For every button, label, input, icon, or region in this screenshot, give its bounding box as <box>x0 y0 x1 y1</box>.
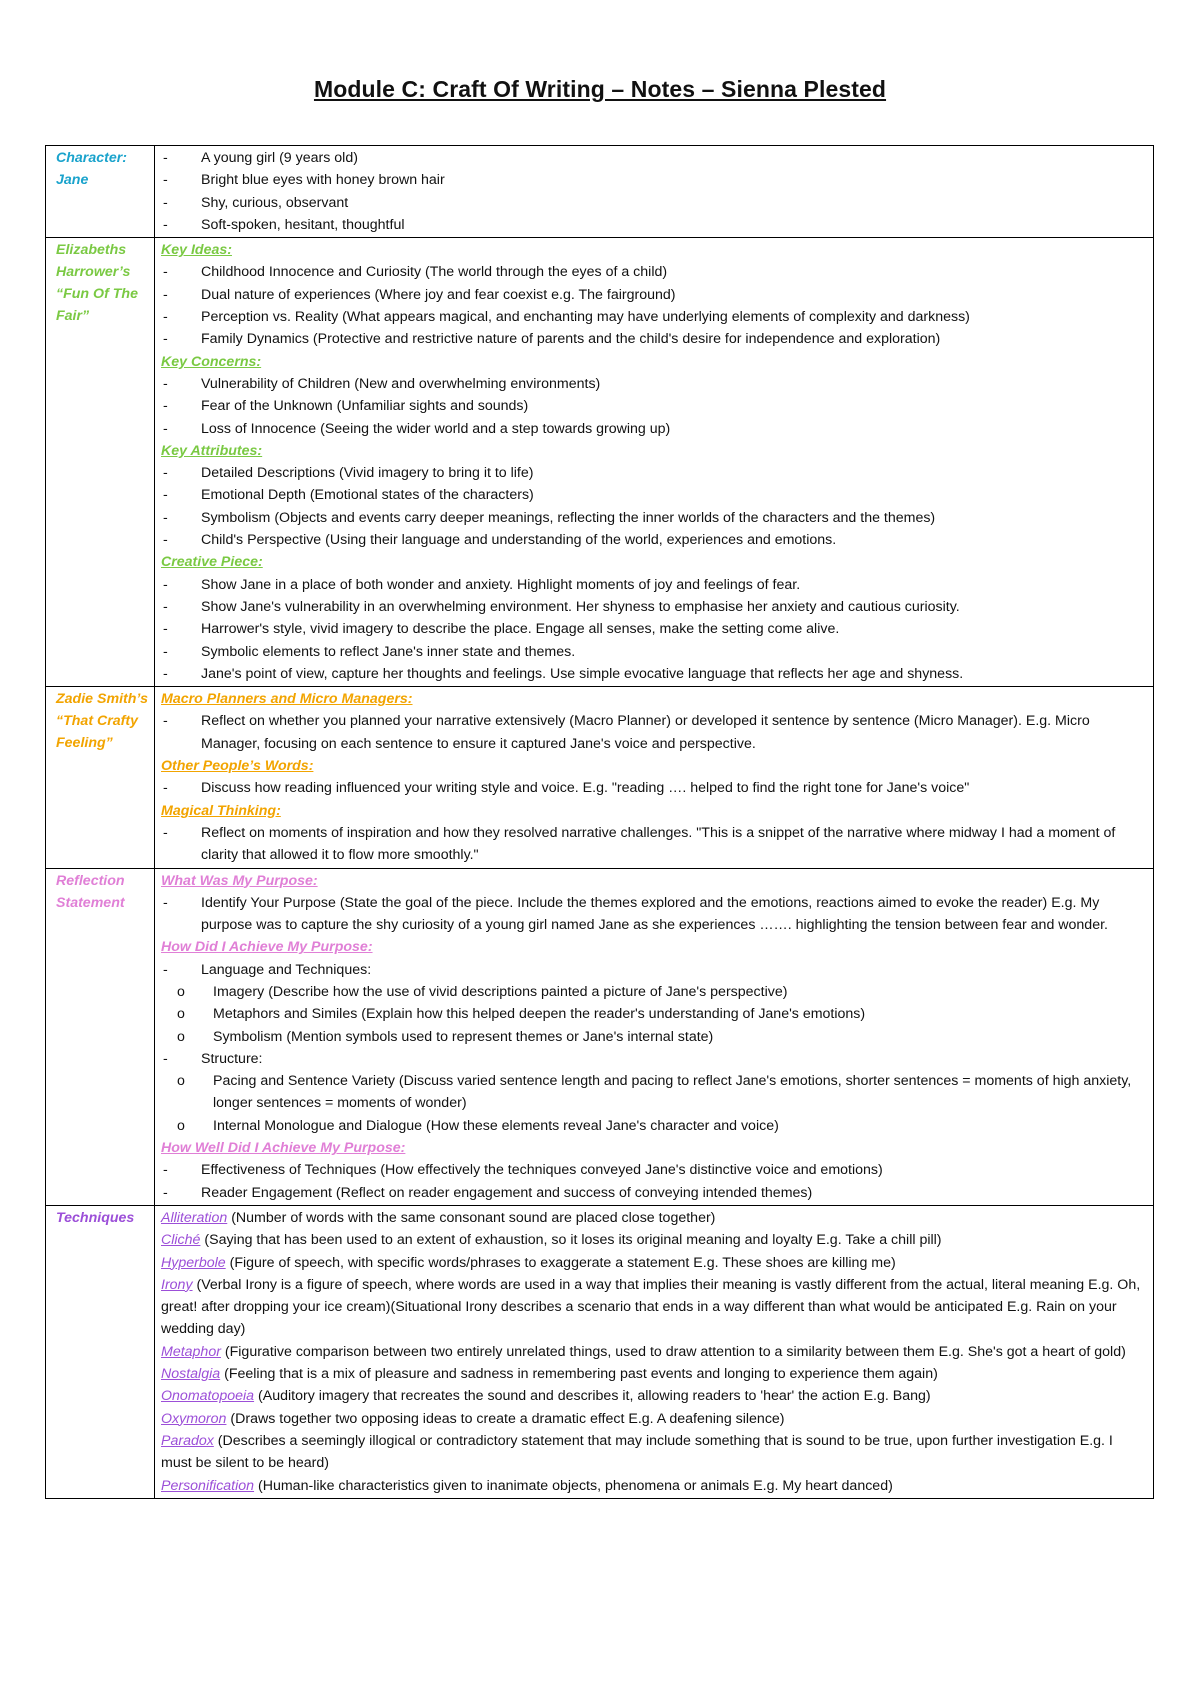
list-item: o Imagery (Describe how the use of vivid descriptions painted a picture of Jane's perspective) <box>177 983 788 1000</box>
section-heading-other-words: Other People’s Words: <box>161 758 314 775</box>
row-label-character: Character: Jane <box>46 146 155 238</box>
section-heading-key-attributes: Key Attributes: <box>161 442 263 459</box>
technique-item: Cliché (Saying that has been used to an extent of exhaustion, so it loses its original meaning and loyalty E.g. Take a chill pill) <box>161 1232 942 1249</box>
list-item: o Internal Monologue and Dialogue (How these elements reveal Jane's character and voice) <box>177 1117 779 1134</box>
table-row-zadie-smith <box>46 687 1154 868</box>
technique-item: Personification (Human-like characteristics given to inanimate objects, phenomena or animals E.g. My heart danced) <box>161 1477 893 1494</box>
list-item: o Metaphors and Similes (Explain how this helped deepen the reader's understanding of Jane's emotions) <box>177 1006 866 1023</box>
table-row-techniques <box>46 1205 1154 1498</box>
list-item: - Effectiveness of Techniques (How effectively the techniques conveyed Jane's distinctive voice and emotions) <box>163 1162 883 1179</box>
technique-item: Paradox (Describes a seemingly illogical or contradictory statement that may include something that is sound to be true, upon further investigation E.g. I must be silent to be heard) <box>161 1432 1113 1472</box>
list-item: - Childhood Innocence and Curiosity (The world through the eyes of a child) <box>163 264 668 281</box>
row-label-harrower: Elizabeths Harrower’s “Fun Of The Fair” <box>46 238 155 687</box>
list-item: - Discuss how reading influenced your writing style and voice. E.g. "reading …. helped to find the right tone for Jane's voice" <box>163 780 970 797</box>
table-row-reflection <box>46 868 1154 1205</box>
list-item: - Shy, curious, observant <box>163 194 349 211</box>
table-row-character <box>46 146 1154 238</box>
row-label-techniques: Techniques <box>46 1205 155 1498</box>
list-item: - Language and Techniques: <box>163 961 372 978</box>
technique-item: Hyperbole (Figure of speech, with specific words/phrases to exaggerate a statement E.g. These shoes are killing me) <box>161 1254 896 1271</box>
list-item: - Family Dynamics (Protective and restrictive nature of parents and the child's desire for independence and exploration) <box>163 331 941 348</box>
section-heading-macro: Macro Planners and Micro Managers: <box>161 691 413 708</box>
list-item: - Loss of Innocence (Seeing the wider world and a step towards growing up) <box>163 420 671 437</box>
list-item: - Child's Perspective (Using their language and understanding of the world, experiences and emotions. <box>163 532 837 549</box>
list-item: o Symbolism (Mention symbols used to represent themes or Jane's internal state) <box>177 1028 714 1045</box>
technique-item: Nostalgia (Feeling that is a mix of pleasure and sadness in remembering past events and longing to experience them again) <box>161 1366 938 1383</box>
list-item: o Pacing and Sentence Variety (Discuss varied sentence length and pacing to reflect Jane's emotions, shorter sentences = moments of high anxiety, longer sentences = moments of wonder) <box>177 1073 1132 1112</box>
section-heading-key-ideas: Key Ideas: <box>161 242 232 259</box>
table-row-harrower <box>46 238 1154 687</box>
list-item: - A young girl (9 years old) <box>163 150 358 166</box>
list-item: - Reflect on whether you planned your narrative extensively (Macro Planner) or developed it sentence by sentence (Micro Manager). E.g. Micro Manager, focusing on each sentence to ensure it captured Jane's voice and perspective. <box>163 713 1090 752</box>
list-item: - Bright blue eyes with honey brown hair <box>163 172 445 189</box>
section-heading-how: How Did I Achieve My Purpose: <box>161 939 373 956</box>
list-item: - Identify Your Purpose (State the goal of the piece. Include the themes explored and the emotions, reactions aimed to evoke the reader) E.g. My purpose was to capture the shy curiosity of a young girl named Jane as she experiences ……. highlighting the tension between fear and wonder. <box>163 894 1108 934</box>
list-item: - Fear of the Unknown (Unfamiliar sights and sounds) <box>163 398 529 415</box>
list-item: - Soft-spoken, hesitant, thoughtful <box>163 216 405 233</box>
list-item: - Jane's point of view, capture her thoughts and feelings. Use simple evocative language that reflects her age and shyness. <box>163 665 964 682</box>
list-item: - Harrower's style, vivid imagery to describe the place. Engage all senses, make the setting come alive. <box>163 621 840 638</box>
section-heading-key-concerns: Key Concerns: <box>161 353 262 370</box>
row-content-zadie-smith <box>155 687 1154 868</box>
list-item: - Emotional Depth (Emotional states of the characters) <box>163 487 534 504</box>
list-item: - Show Jane's vulnerability in an overwhelming environment. Her shyness to emphasise her anxiety and cautious curiosity. <box>163 598 960 615</box>
row-label-reflection: Reflection Statement <box>46 868 155 1205</box>
list-item: - Reflect on moments of inspiration and how they resolved narrative challenges. "This is a snippet of the narrative where midway I had a moment of clarity that allowed it to flow more smoothly." <box>163 824 1116 864</box>
section-heading-purpose: What Was My Purpose: <box>161 872 318 889</box>
technique-item: Irony (Verbal Irony is a figure of speech, where words are used in a way that implies their meaning is vastly different from the actual, literal meaning E.g. Oh, great! after dropping your ice cream)(Situational Irony describes a scenario that ends in a way different than what would be anticipated E.g. Rain on your wedding day) <box>161 1276 1141 1338</box>
list-item: - Vulnerability of Children (New and overwhelming environments) <box>163 375 601 392</box>
technique-item: Onomatopoeia (Auditory imagery that recreates the sound and describes it, allowing readers to 'hear' the action E.g. Bang) <box>161 1388 931 1405</box>
notes-table <box>45 145 1154 1499</box>
row-content-reflection <box>155 868 1154 1205</box>
list-item: - Detailed Descriptions (Vivid imagery to bring it to life) <box>163 465 534 482</box>
technique-item: Alliteration (Number of words with the same consonant sound are placed close together) <box>161 1209 716 1226</box>
list-item: - Dual nature of experiences (Where joy and fear coexist e.g. The fairground) <box>163 286 676 303</box>
row-content-techniques <box>155 1205 1154 1498</box>
list-item: - Reader Engagement (Reflect on reader engagement and success of conveying intended themes) <box>163 1184 813 1201</box>
list-item: - Symbolic elements to reflect Jane's inner state and themes. <box>163 643 576 660</box>
section-heading-creative-piece: Creative Piece: <box>161 554 263 571</box>
technique-item: Oxymoron (Draws together two opposing ideas to create a dramatic effect E.g. A deafening silence) <box>161 1410 785 1427</box>
section-heading-how-well: How Well Did I Achieve My Purpose: <box>161 1140 406 1157</box>
list-item: - Symbolism (Objects and events carry deeper meanings, reflecting the inner worlds of the characters and the themes) <box>163 509 936 526</box>
technique-item: Metaphor (Figurative comparison between two entirely unrelated things, used to draw attention to a similarity between them E.g. She's got a heart of gold) <box>161 1343 1126 1360</box>
section-heading-magical-thinking: Magical Thinking: <box>161 802 281 819</box>
list-item: - Show Jane in a place of both wonder and anxiety. Highlight moments of joy and feelings of fear. <box>163 576 801 593</box>
list-item: - Structure: <box>163 1050 263 1067</box>
row-label-zadie-smith: Zadie Smith’s “That Crafty Feeling” <box>46 687 155 868</box>
list-item: - Perception vs. Reality (What appears magical, and enchanting may have underlying elements of complexity and darkness) <box>163 309 970 326</box>
row-content-character <box>155 146 1154 238</box>
page-title: Module C: Craft Of Writing – Notes – Sienna Plested <box>313 76 887 102</box>
row-content-harrower <box>155 238 1154 687</box>
